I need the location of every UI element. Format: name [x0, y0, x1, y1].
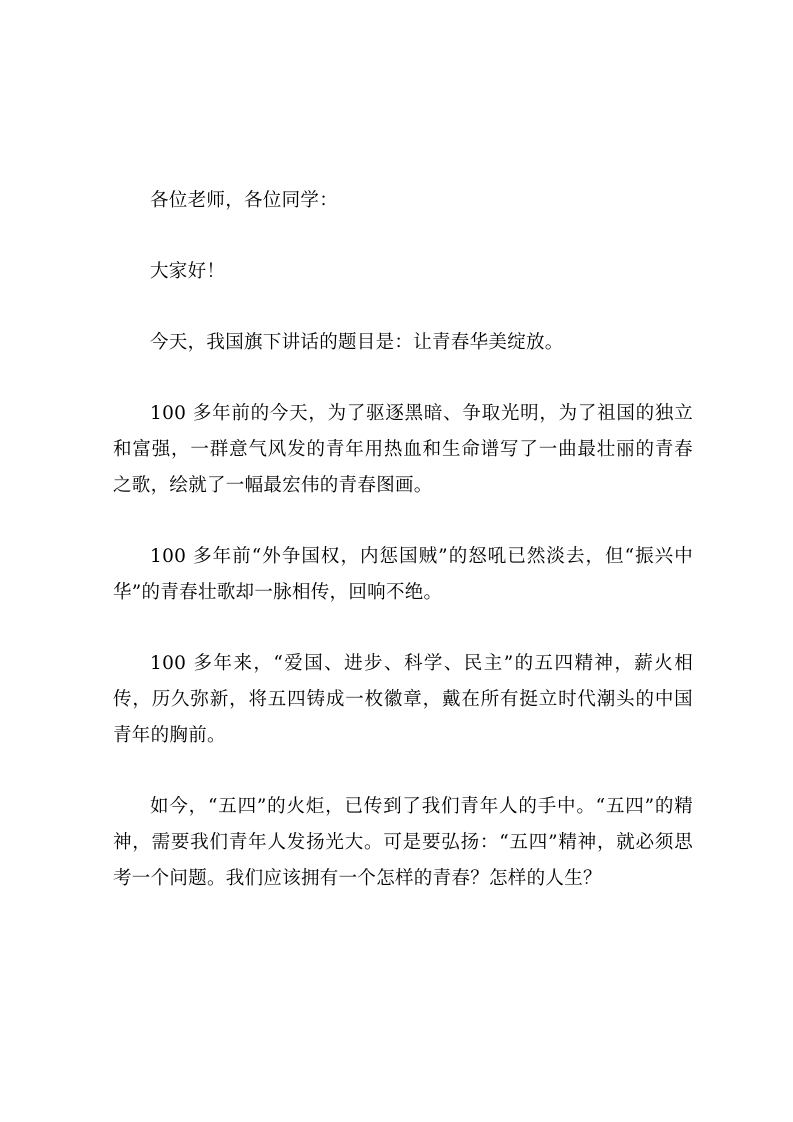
- salutation: 各位老师，各位同学：: [150, 190, 339, 211]
- speech-topic: 今天，我国旗下讲话的题目是：让青春华美绽放。: [150, 332, 564, 353]
- paragraph-slogan: 100 多年前“外争国权，内惩国贼”的怒吼已然淡去，但“振兴中华”的青春壮歌却一脉相传，回响不绝。: [113, 546, 693, 603]
- paragraph-today: 如今，“五四”的火炬，已传到了我们青年人的手中。“五四”的精神，需要我们青年人发扬光大。可是要弘扬：“五四”精神，就必须思考一个问题。我们应该拥有一个怎样的青春？怎样的人生？: [113, 796, 693, 889]
- paragraph-history: 100 多年前的今天，为了驱逐黑暗、争取光明，为了祖国的独立和富强，一群意气风发的青年用热血和生命谱写了一曲最壮丽的青春之歌，绘就了一幅最宏伟的青春图画。: [113, 403, 693, 496]
- paragraph-spirit: 100 多年来，“爱国、进步、科学、民主”的五四精神，薪火相传，历久弥新，将五四铸成一枚徽章，戴在所有挺立时代潮头的中国青年的胸前。: [113, 653, 693, 746]
- speech-body: [113, 183, 693, 932]
- greeting: 大家好！: [150, 261, 226, 282]
